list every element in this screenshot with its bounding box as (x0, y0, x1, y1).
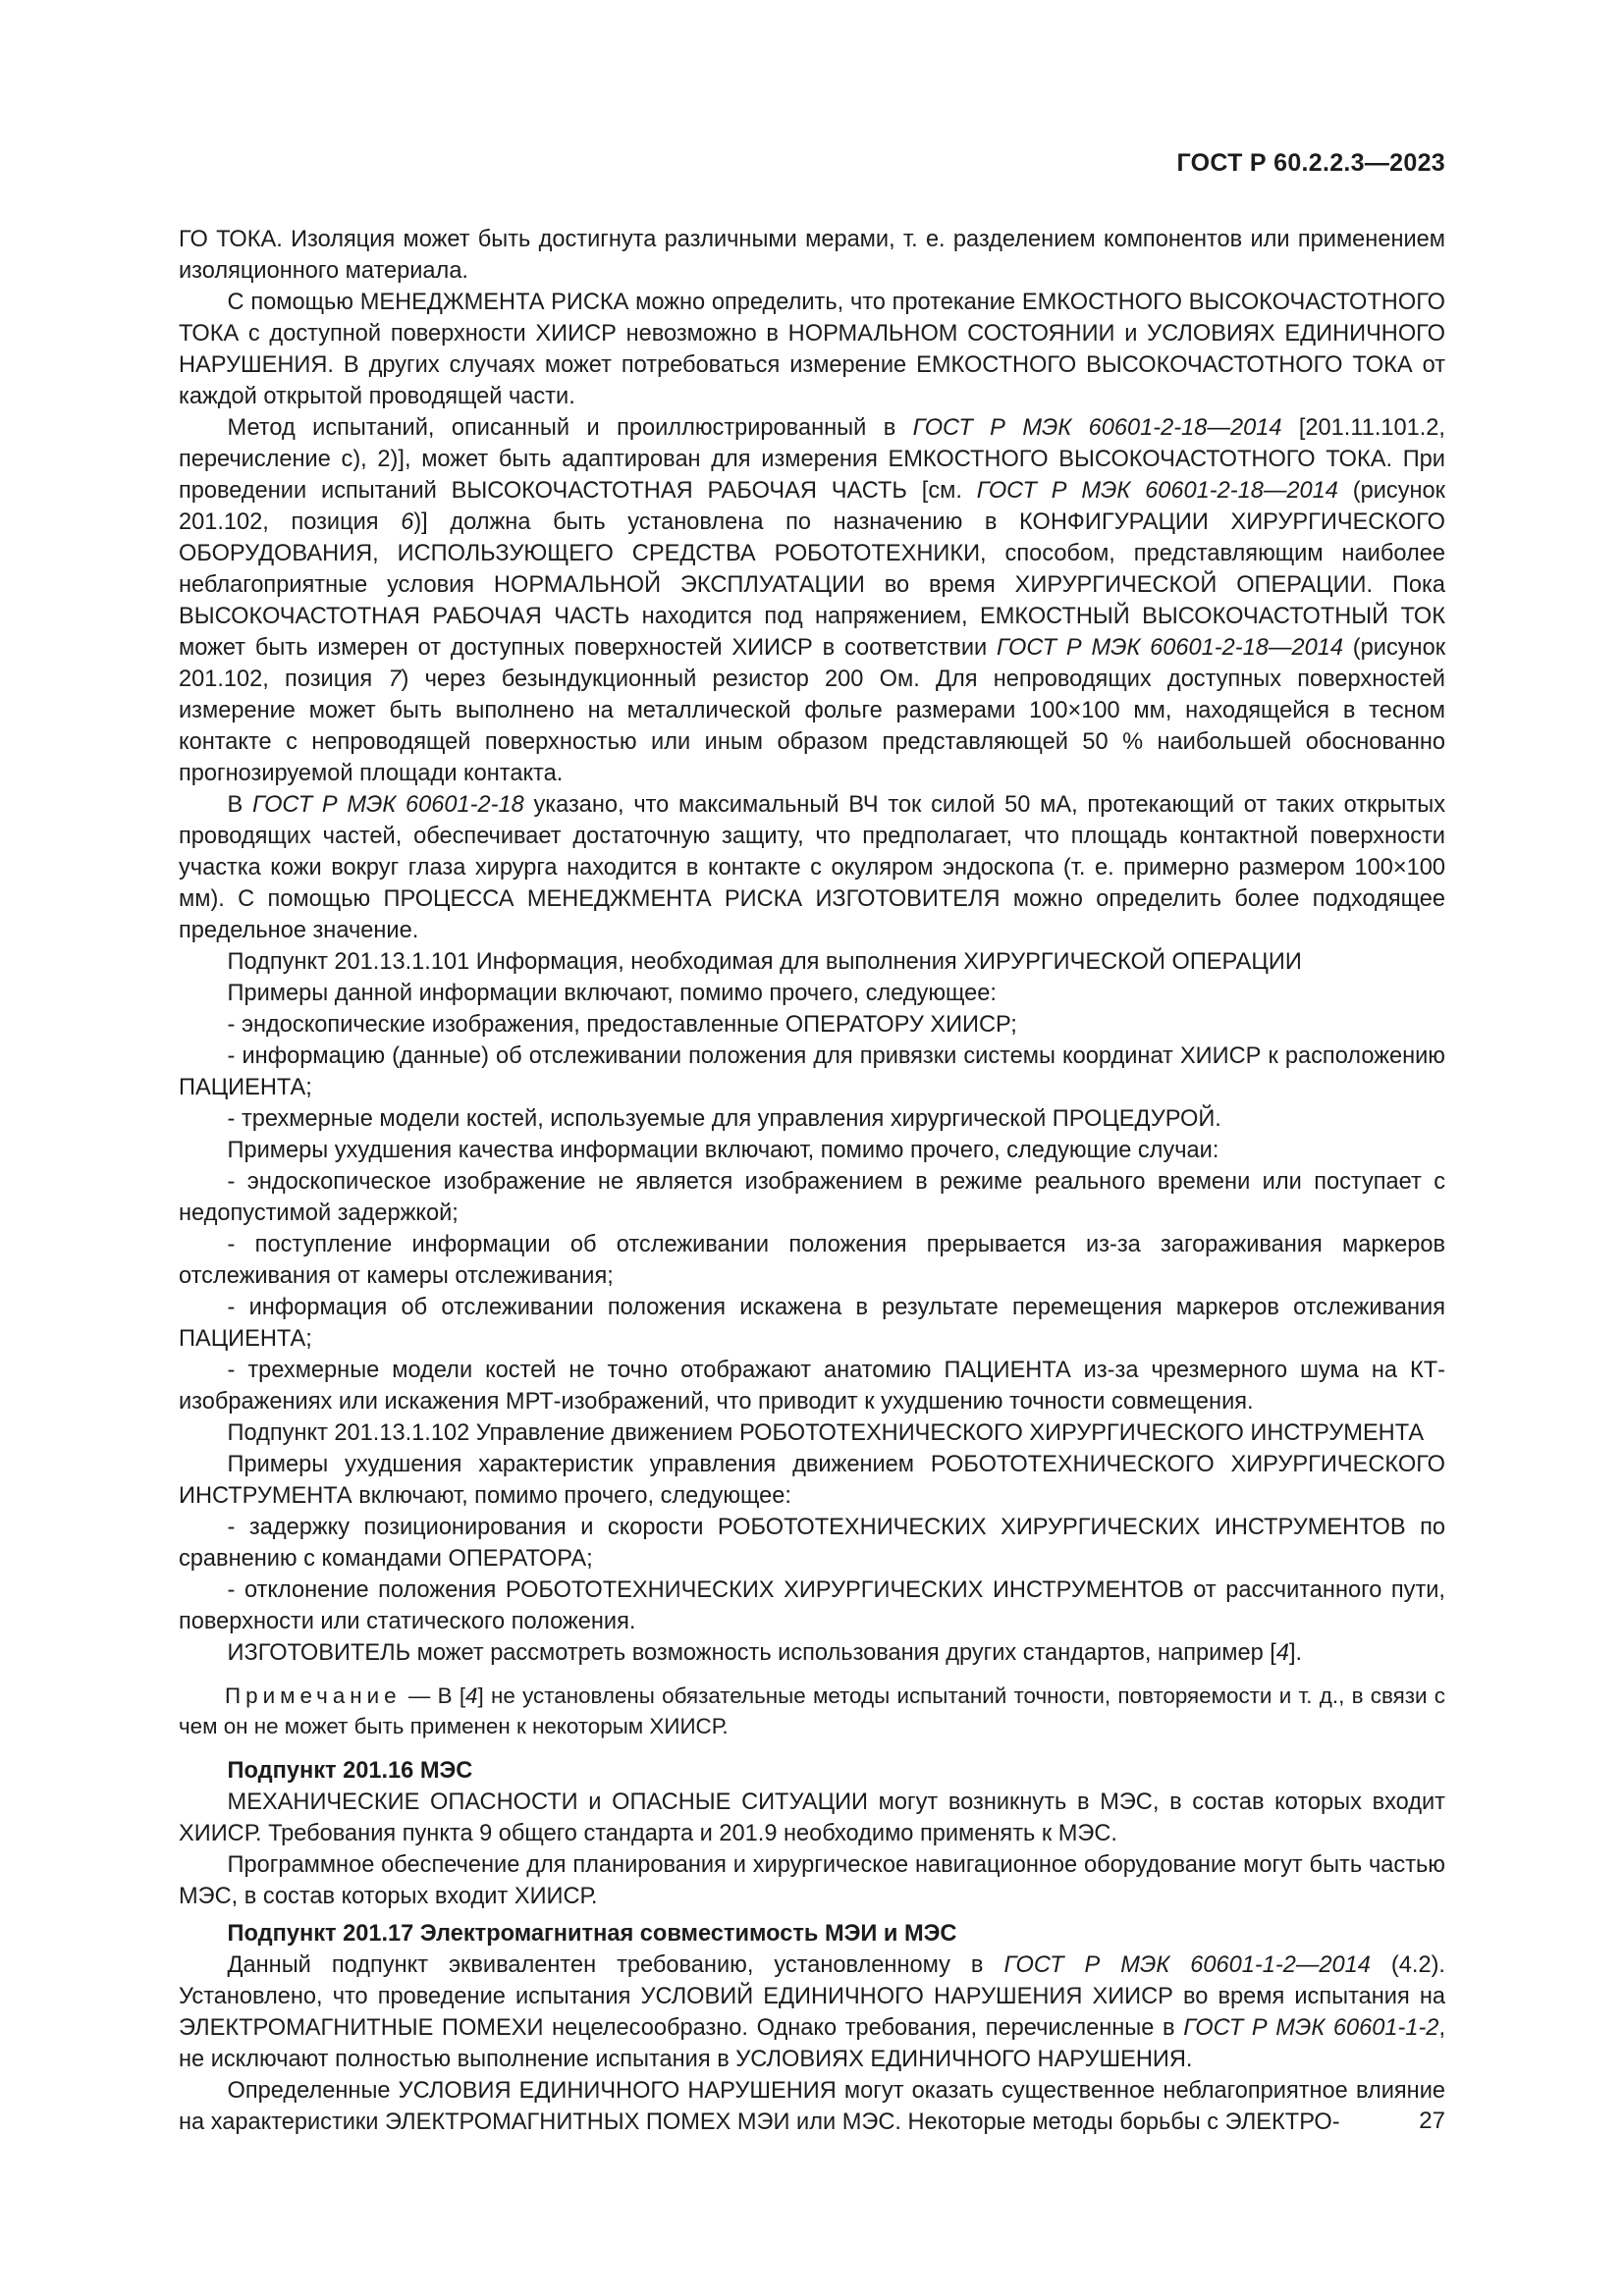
paragraph: ИЗГОТОВИТЕЛЬ может рассмотреть возможность использования других стандартов, например [4]. (227, 1640, 1303, 1666)
section-heading: Подпункт 201.17 Электромагнитная совместимость МЭИ и МЭС (227, 1921, 957, 1947)
standard-reference: ГОСТ Р МЭК 60601-2-18—2014 (912, 415, 1282, 441)
bibliography-reference: 4 (1275, 1640, 1289, 1666)
note-label: Примечание (225, 1683, 402, 1708)
list-item: - информация об отслеживании положения искажена в результате перемещения маркеров отслеживания ПАЦИЕНТА; (179, 1295, 1445, 1352)
standard-reference: ГОСТ Р МЭК 60601-2-18 (252, 792, 524, 818)
list-item: - задержку позиционирования и скорости РОБОТОТЕХНИЧЕСКИХ ХИРУРГИЧЕСКИХ ИНСТРУМЕНТОВ по сравнению с командами ОПЕРАТОРА; (179, 1515, 1445, 1572)
paragraph: Определенные УСЛОВИЯ ЕДИНИЧНОГО НАРУШЕНИЯ могут оказать существенное неблагоприятное влияние на характеристики ЭЛЕКТРОМАГНИТНЫХ ПОМЕХ МЭИ или МЭС. Некоторые методы борьбы с ЭЛЕКТРО- (179, 2078, 1445, 2135)
standard-reference: ГОСТ Р МЭК 60601-2-18—2014 (997, 635, 1343, 661)
paragraph: Примеры данной информации включают, помимо прочего, следующее: (227, 981, 997, 1006)
note: Примечание — В [4] не установлены обязательные методы испытаний точности, повторяемости и т. д., в связи с чем он не может быть применен к некоторым ХИИСР. (179, 1683, 1445, 1738)
document-body (179, 224, 1445, 2138)
paragraph: Данный подпункт эквивалентен требованию, установленному в ГОСТ Р МЭК 60601-1-2—2014 (4.2). Установлено, что проведение испытания УСЛОВИЙ ЕДИНИЧНОГО НАРУШЕНИЯ ХИИСР во время испытания на ЭЛЕКТРОМАГНИТНЫЕ ПОМЕХИ нецелесообразно. Однако требования, перечисленные в ГОСТ Р МЭК 60601-1-2, не исключают полностью выполнение испытания в УСЛОВИЯХ ЕДИНИЧНОГО НАРУШЕНИЯ. (179, 1952, 1445, 2072)
page-number: 27 (1419, 2108, 1445, 2134)
list-item: - эндоскопические изображения, предоставленные ОПЕРАТОРУ ХИИСР; (227, 1012, 1017, 1038)
paragraph: Примеры ухудшения качества информации включают, помимо прочего, следующие случаи: (227, 1138, 1219, 1163)
standard-reference: ГОСТ Р МЭК 60601-1-2 (1183, 2015, 1439, 2041)
paragraph: Программное обеспечение для планирования и хирургическое навигационное оборудование могут быть частью МЭС, в состав которых входит ХИИСР. (179, 1852, 1445, 1909)
standard-reference: ГОСТ Р МЭК 60601-2-18—2014 (976, 478, 1338, 504)
paragraph: Метод испытаний, описанный и проиллюстрированный в ГОСТ Р МЭК 60601-2-18—2014 [201.11.101.2, перечисление c), 2)], может быть адаптирован для измерения ЕМКОСТНОГО ВЫСОКОЧАСТОТНОГО ТОКА. При проведении испытаний ВЫСОКОЧАСТОТНАЯ РАБОЧАЯ ЧАСТЬ [см. ГОСТ Р МЭК 60601-2-18—2014 (рисунок 201.102, позиция 6)] должна быть установлена по назначению в КОНФИГУРАЦИИ ХИРУРГИЧЕСКОГО ОБОРУДОВАНИЯ, ИСПОЛЬЗУЮЩЕГО СРЕДСТВА РОБОТОТЕХНИКИ, способом, представляющим наиболее неблагоприятные условия НОРМАЛЬНОЙ ЭКСПЛУАТАЦИИ во время ХИРУРГИЧЕСКОЙ ОПЕРАЦИИ. Пока ВЫСОКОЧАСТОТНАЯ РАБОЧАЯ ЧАСТЬ находится под напряжением, ЕМКОСТНЫЙ ВЫСОКОЧАСТОТНЫЙ ТОК может быть измерен от доступных поверхностей ХИИСР в соответствии ГОСТ Р МЭК 60601-2-18—2014 (рисунок 201.102, позиция 7) через безындукционный резистор 200 Ом. Для непроводящих доступных поверхностей измерение может быть выполнено на металлической фольге размерами 100×100 мм, находящейся в тесном контакте с непроводящей поверхностью или иным образом представляющей 50 % наибольшей обоснованно прогнозируемой площади контакта. (179, 415, 1446, 786)
paragraph: ГО ТОКА. Изоляция может быть достигнута различными мерами, т. е. разделением компонентов или применением изоляционного материала. (179, 227, 1445, 284)
list-item: - информацию (данные) об отслеживании положения для привязки системы координат ХИИСР к расположению ПАЦИЕНТА; (179, 1043, 1445, 1100)
list-item: - отклонение положения РОБОТОТЕХНИЧЕСКИХ ХИРУРГИЧЕСКИХ ИНСТРУМЕНТОВ от рассчитанного пути, поверхности или статического положения. (179, 1577, 1445, 1634)
paragraph: МЕХАНИЧЕСКИЕ ОПАСНОСТИ и ОПАСНЫЕ СИТУАЦИИ могут возникнуть в МЭС, в состав которых входит ХИИСР. Требования пункта 9 общего стандарта и 201.9 необходимо применять к МЭС. (179, 1789, 1445, 1846)
subclause-title: Подпункт 201.13.1.101 Информация, необходимая для выполнения ХИРУРГИЧЕСКОЙ ОПЕРАЦИИ (227, 949, 1302, 975)
list-item: - трехмерные модели костей не точно отображают анатомию ПАЦИЕНТА из-за чрезмерного шума на КТ-изображениях или искажения МРТ-изображений, что приводит к ухудшению точности совмещения. (179, 1358, 1445, 1415)
list-item: - поступление информации об отслеживании положения прерывается из-за загораживания маркеров отслеживания от камеры отслеживания; (179, 1232, 1445, 1289)
paragraph: С помощью МЕНЕДЖМЕНТА РИСКА можно определить, что протекание ЕМКОСТНОГО ВЫСОКОЧАСТОТНОГО ТОКА с доступной поверхности ХИИСР невозможно в НОРМАЛЬНОМ СОСТОЯНИИ и УСЛОВИЯХ ЕДИНИЧНОГО НАРУШЕНИЯ. В других случаях может потребоваться измерение ЕМКОСТНОГО ВЫСОКОЧАСТОТНОГО ТОКА от каждой открытой проводящей части. (179, 290, 1445, 409)
paragraph: В ГОСТ Р МЭК 60601-2-18 указано, что максимальный ВЧ ток силой 50 мА, протекающий от таких открытых проводящих частей, обеспечивает достаточную защиту, что предполагает, что площадь контактной поверхности участка кожи вокруг глаза хирурга находится в контакте с окуляром эндоскопа (т. е. примерно размером 100×100 мм). С помощью ПРОЦЕССА МЕНЕДЖМЕНТА РИСКА ИЗГОТОВИТЕЛЯ можно определить более подходящее предельное значение. (179, 792, 1445, 943)
section-heading: Подпункт 201.16 МЭС (227, 1758, 473, 1784)
list-item: - эндоскопическое изображение не является изображением в режиме реального времени или поступает с недопустимой задержкой; (179, 1169, 1445, 1226)
standard-reference: ГОСТ Р МЭК 60601-1-2—2014 (1003, 1952, 1371, 1978)
list-item: - трехмерные модели костей, используемые для управления хирургической ПРОЦЕДУРОЙ. (227, 1106, 1221, 1132)
paragraph: Примеры ухудшения характеристик управления движением РОБОТОТЕХНИЧЕСКОГО ХИРУРГИЧЕСКОГО ИНСТРУМЕНТА включают, помимо прочего, следующее: (179, 1452, 1445, 1509)
bibliography-reference: 4 (465, 1683, 478, 1708)
subclause-title: Подпункт 201.13.1.102 Управление движением РОБОТОТЕХНИЧЕСКОГО ХИРУРГИЧЕСКОГО ИНСТРУМЕНТА (227, 1420, 1425, 1446)
document-header-code: ГОСТ Р 60.2.2.3—2023 (1176, 149, 1445, 177)
